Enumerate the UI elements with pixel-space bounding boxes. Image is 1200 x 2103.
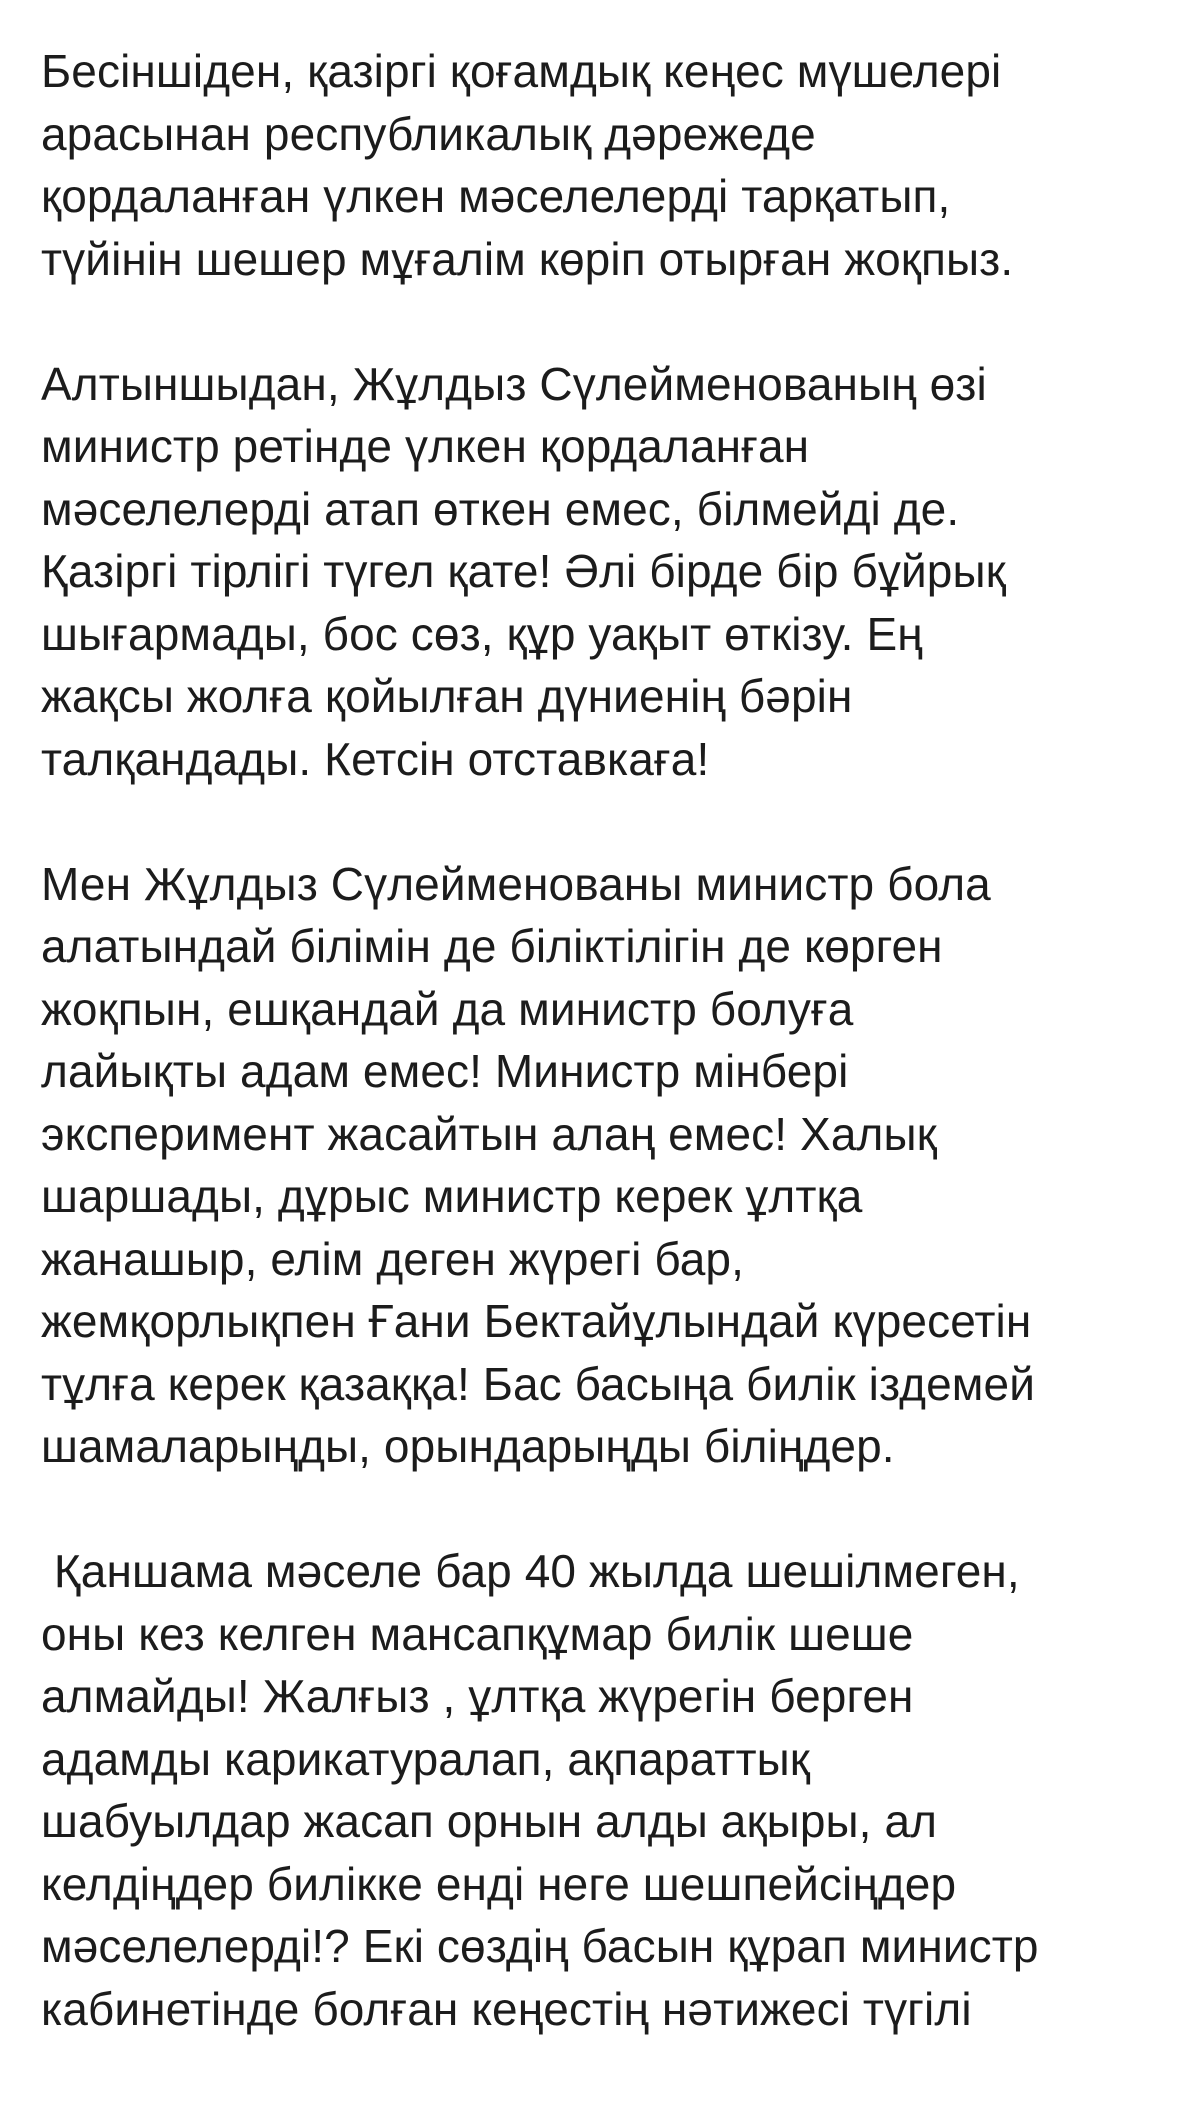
text-line: шығармады, бос сөз, құр уақыт өткізу. Ең: [41, 607, 923, 660]
text-line: талқандады. Кетсін отставкаға!: [41, 732, 710, 785]
text-line: Мен Жұлдыз Сүлейменованы министр бола: [41, 857, 991, 910]
text-line: арасынан республикалық дәрежеде: [41, 107, 816, 160]
text-line: кабинетінде болған кеңестің нәтижесі түгілі: [41, 1982, 972, 2035]
text-line: министр ретінде үлкен қордаланған: [41, 420, 810, 472]
text-line: түйінін шешер мұғалім көріп отырған жоқпыз.: [41, 232, 1014, 285]
text-line: адамды карикатуралап, ақпараттық: [41, 1732, 811, 1785]
post-text: [41, 40, 1181, 2103]
text-line: шабуылдар жасап орнын алды ақыры, ал: [41, 1795, 938, 1847]
text-line: мәселелерді!? Екі сөздің басын құрап министр: [41, 1920, 1039, 1972]
text-line: эксперимент жасайтын алаң емес! Халық: [41, 1107, 937, 1160]
text-line: Алтыншыдан, Жұлдыз Сүлейменованың өзі: [41, 357, 987, 410]
text-line: жақсы жолға қойылған дүниенің бәрін: [41, 670, 853, 722]
text-line: алатындай білімін де біліктілігін де көрген: [41, 920, 943, 972]
paragraph-4: [41, 1540, 1181, 2040]
text-line: шаршады, дұрыс министр керек ұлтқа: [41, 1170, 863, 1222]
text-line: келдіңдер билікке енді неге шешпейсіңдер: [41, 1857, 957, 1910]
text-line: лайықты адам емес! Министр мінбері: [41, 1045, 849, 1097]
text-line: қордаланған үлкен мәселелерді тарқатып,: [41, 170, 951, 222]
text-line: жоқпын, ешқандай да министр болуға: [41, 982, 854, 1035]
text-line: алмайды! Жалғыз , ұлтқа жүрегін берген: [41, 1670, 914, 1722]
text-line: жемқорлықпен Ғани Бектайұлындай күресетін: [41, 1295, 1032, 1347]
paragraph-1: [41, 40, 1181, 290]
paragraph-2: [41, 353, 1181, 791]
text-line: оны кез келген мансапқұмар билік шеше: [41, 1607, 914, 1660]
text-line: тұлға керек қазаққа! Бас басыңа билік іздемей: [41, 1357, 1035, 1410]
text-line: Бесіншіден, қазіргі қоғамдық кеңес мүшелері: [41, 45, 1002, 97]
text-line: мәселелерді атап өткен емес, білмейді де.: [41, 482, 960, 535]
text-line: шамаларыңды, орындарыңды біліңдер.: [41, 1420, 895, 1472]
text-line: Қаншама мәселе бар 40 жылда шешілмеген,: [41, 1545, 1020, 1597]
text-line: Қазіргі тірлігі түгел қате! Әлі бірде бір бұйрық: [41, 545, 1006, 597]
paragraph-3: [41, 853, 1181, 1478]
text-line: жанашыр, елім деген жүрегі бар,: [41, 1232, 744, 1285]
